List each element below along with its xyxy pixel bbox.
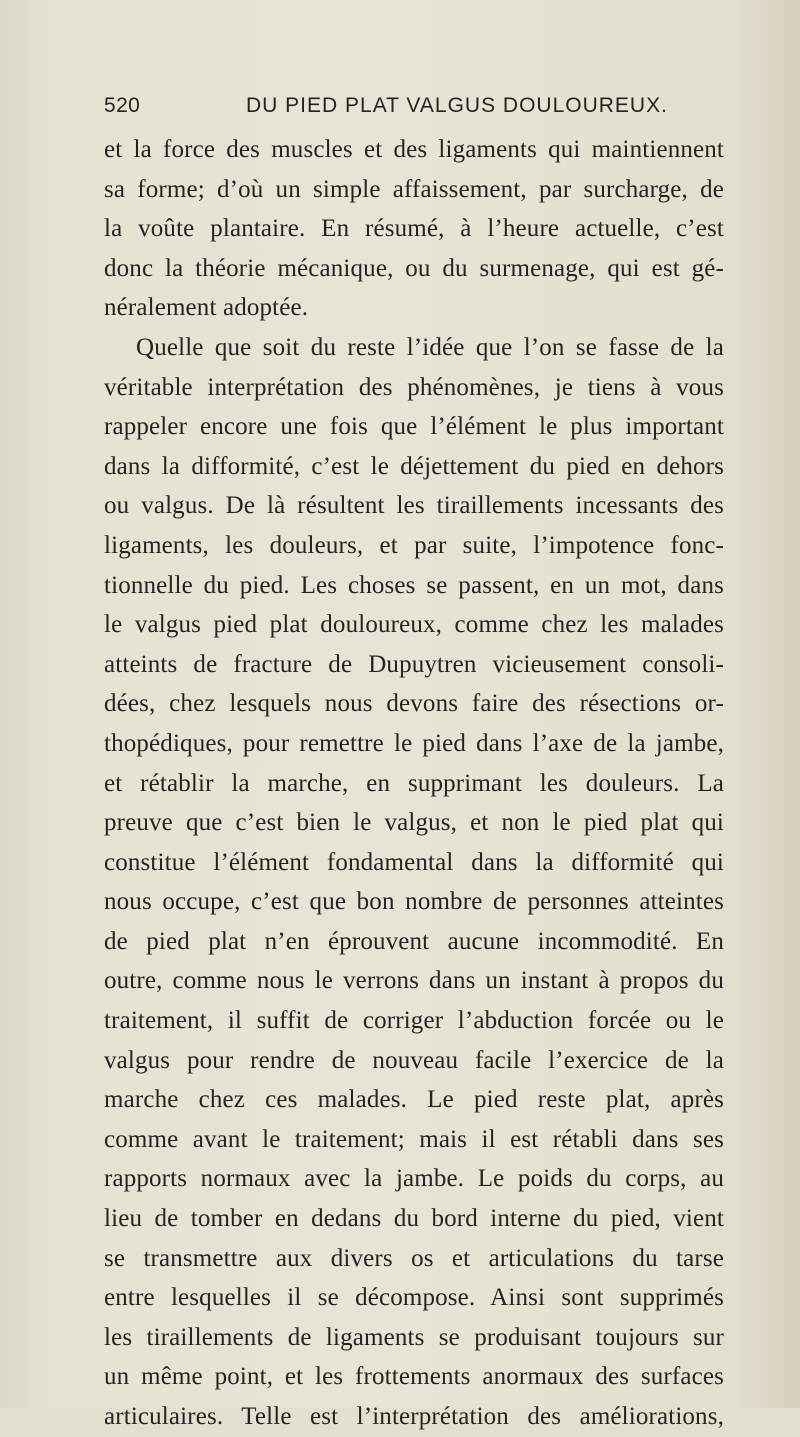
- text-line: lieu de tomber en dedans du bord interne du pied, vient: [104, 1205, 724, 1233]
- text-line: rapports normaux avec la jambe. Le poids du corps, au: [104, 1165, 724, 1193]
- text-line: articulaires. Telle est l’interprétation des améliorations,: [104, 1403, 724, 1430]
- text-line: les tiraillements de ligaments se produisant toujours sur: [104, 1323, 724, 1351]
- text-line: entre lesquelles il se décompose. Ainsi sont supprimés: [104, 1284, 724, 1312]
- text-line: nous occupe, c’est que bon nombre de personnes atteintes: [104, 888, 724, 916]
- paragraph-start-line: Quelle que soit du reste l’idée que l’on se fasse de la: [136, 333, 724, 361]
- text-line: et la force des muscles et des ligaments qui maintiennent: [104, 136, 724, 163]
- text-line: constitue l’élément fondamental dans la difformité qui: [104, 848, 724, 876]
- text-line: marche chez ces malades. Le pied reste plat, après: [104, 1086, 724, 1114]
- text-line: tionnelle du pied. Les choses se passent, en un mot, dans: [104, 571, 724, 599]
- text-line: preuve que c’est bien le valgus, et non le pied plat qui: [104, 809, 724, 837]
- text-line: donc la théorie mécanique, ou du surmenage, qui est gé-: [104, 254, 724, 282]
- text-line: thopédiques, pour remettre le pied dans l’axe de la jambe,: [104, 729, 724, 757]
- text-line: comme avant le traitement; mais il est rétabli dans ses: [104, 1125, 724, 1153]
- text-line: et rétablir la marche, en supprimant les douleurs. La: [104, 769, 724, 797]
- text-line: valgus pour rendre de nouveau facile l’exercice de la: [104, 1046, 724, 1074]
- text-line: le valgus pied plat douloureux, comme chez les malades: [104, 611, 724, 639]
- text-line: se transmettre aux divers os et articulations du tarse: [104, 1244, 724, 1272]
- text-line: dans la difformité, c’est le déjettement du pied en dehors: [104, 452, 724, 480]
- text-line: néralement adoptée.: [104, 294, 309, 322]
- text-line: dées, chez lesquels nous devons faire des résections or-: [104, 690, 724, 718]
- text-line: ou valgus. De là résultent les tiraillements incessants des: [104, 492, 724, 520]
- body-text: [104, 130, 724, 1437]
- page-number: 520: [104, 94, 141, 117]
- text-line: outre, comme nous le verrons dans un instant à propos du: [104, 967, 724, 995]
- text-line: traitement, il suffit de corriger l’abduction forcée ou le: [104, 1007, 724, 1035]
- text-line: véritable interprétation des phénomènes, je tiens à vous: [104, 373, 724, 401]
- text-line: atteints de fracture de Dupuytren vicieusement consoli-: [104, 650, 724, 678]
- text-line: de pied plat n’en éprouvent aucune incommodité. En: [104, 927, 724, 955]
- text-line: sa forme; d’où un simple affaissement, par surcharge, de: [104, 175, 724, 203]
- running-title: DU PIED PLAT VALGUS DOULOUREUX.: [246, 94, 668, 117]
- text-line: rappeler encore une fois que l’élément le plus important: [104, 413, 724, 441]
- text-line: un même point, et les frottements anormaux des surfaces: [104, 1363, 724, 1391]
- page-header: [104, 94, 724, 124]
- text-line: ligaments, les douleurs, et par suite, l’impotence fonc-: [104, 531, 724, 559]
- text-line: la voûte plantaire. En résumé, à l’heure actuelle, c’est: [104, 215, 724, 243]
